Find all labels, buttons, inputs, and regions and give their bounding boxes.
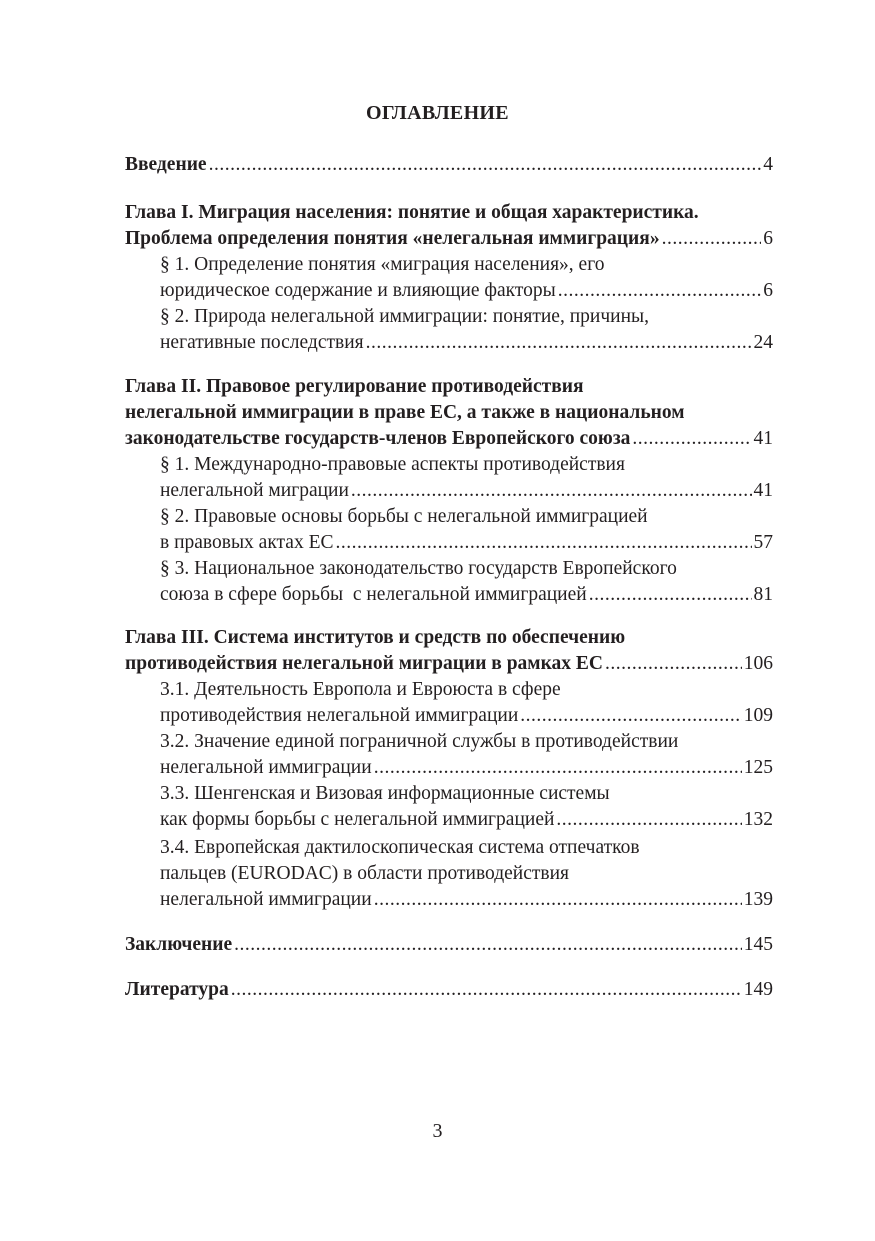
toc-page-number: 81 <box>753 584 773 605</box>
toc-entry-text: Заключение <box>125 934 233 955</box>
toc-entry-3-1 <box>160 677 773 729</box>
toc-entry-text: Проблема определения понятия «нелегальная иммиграция» <box>125 228 660 249</box>
page-title: ОГЛАВЛЕНИЕ <box>366 102 509 124</box>
toc-entry-text: нелегальной иммиграции <box>160 757 372 778</box>
toc-page-number: 109 <box>743 705 773 726</box>
toc-entry-3-4 <box>160 835 773 913</box>
toc-page-number: 57 <box>753 532 773 553</box>
toc-page-number: 139 <box>743 889 773 910</box>
toc-entry-text: пальцев (EURODAC) в области противодействия <box>160 863 570 884</box>
toc-entry-2-3 <box>160 556 773 608</box>
toc-entry-3-2 <box>160 729 773 781</box>
toc-entry-text: § 3. Национальное законодательство государств Европейского <box>160 558 677 579</box>
toc-entry-text: в правовых актах ЕС <box>160 532 334 553</box>
toc-page-number: 106 <box>743 653 773 674</box>
toc-entry-text: § 1. Определение понятия «миграция населения», его <box>160 254 605 275</box>
toc-entry-text: законодательстве государств-членов Европейского союза <box>125 428 631 449</box>
toc-page-number: 41 <box>753 428 773 449</box>
toc-entry-text: 3.1. Деятельность Европола и Евроюста в сфере <box>160 679 561 700</box>
toc-page-number: 6 <box>763 228 773 249</box>
toc-entry-1-2 <box>160 304 773 356</box>
toc-page-number: 125 <box>743 757 773 778</box>
toc-entry-2-2 <box>160 504 773 556</box>
toc-entry-introduction <box>125 152 773 178</box>
toc-entry-text: нелегальной миграции <box>160 480 349 501</box>
toc-entry-text: союза в сфере борьбы с нелегальной иммиграцией <box>160 584 587 605</box>
toc-entry-conclusion <box>125 932 773 958</box>
page-number: 3 <box>432 1120 443 1142</box>
toc-entry-text: негативные последствия <box>160 332 364 353</box>
toc-entry-text: 3.4. Европейская дактилоскопическая система отпечатков <box>160 837 640 858</box>
toc-page-number: 132 <box>743 809 773 830</box>
toc-entry-text: юридическое содержание и влияющие факторы <box>160 280 556 301</box>
toc-entry-text: Литература <box>125 979 229 1000</box>
toc-entry-text: Глава III. Система институтов и средств по обеспечению <box>125 627 626 648</box>
toc-entry-text: § 2. Природа нелегальной иммиграции: понятие, причины, <box>160 306 649 327</box>
toc-page-number: 149 <box>743 979 773 1000</box>
toc-page-number: 24 <box>753 332 773 353</box>
toc-entry-text: § 1. Международно-правовые аспекты противодействия <box>160 454 625 475</box>
toc-entry-text: 3.3. Шенгенская и Визовая информационные системы <box>160 783 610 804</box>
toc-entry-text: Введение <box>125 154 207 175</box>
toc-page-number: 145 <box>743 934 773 955</box>
toc-entry-2-1 <box>160 452 773 504</box>
toc-page-number: 6 <box>763 280 773 301</box>
toc-entry-chapter-1 <box>125 200 773 252</box>
toc-entry-text: нелегальной иммиграции в праве ЕС, а также в национальном <box>125 402 685 423</box>
toc-entry-text: Глава II. Правовое регулирование противодействия <box>125 376 584 397</box>
toc-entry-text: противодействия нелегальной миграции в рамках ЕС <box>125 653 603 674</box>
toc-entry-text: § 2. Правовые основы борьбы с нелегальной иммиграцией <box>160 506 648 527</box>
toc-entry-text: как формы борьбы с нелегальной иммиграцией <box>160 809 555 830</box>
toc-entry-text: нелегальной иммиграции <box>160 889 372 910</box>
toc-entry-text: противодействия нелегальной иммиграции <box>160 705 519 726</box>
toc-entry-literature <box>125 977 773 1003</box>
toc-page-number: 41 <box>753 480 773 501</box>
toc-entry-text: 3.2. Значение единой пограничной службы в противодействии <box>160 731 679 752</box>
toc-page-number: 4 <box>763 154 773 175</box>
toc-entry-chapter-2 <box>125 374 773 452</box>
toc-entry-text: Глава I. Миграция населения: понятие и общая характеристика. <box>125 202 699 223</box>
toc-entry-1-1 <box>160 252 773 304</box>
toc-entry-3-3 <box>160 781 773 833</box>
toc-entry-chapter-3 <box>125 625 773 677</box>
